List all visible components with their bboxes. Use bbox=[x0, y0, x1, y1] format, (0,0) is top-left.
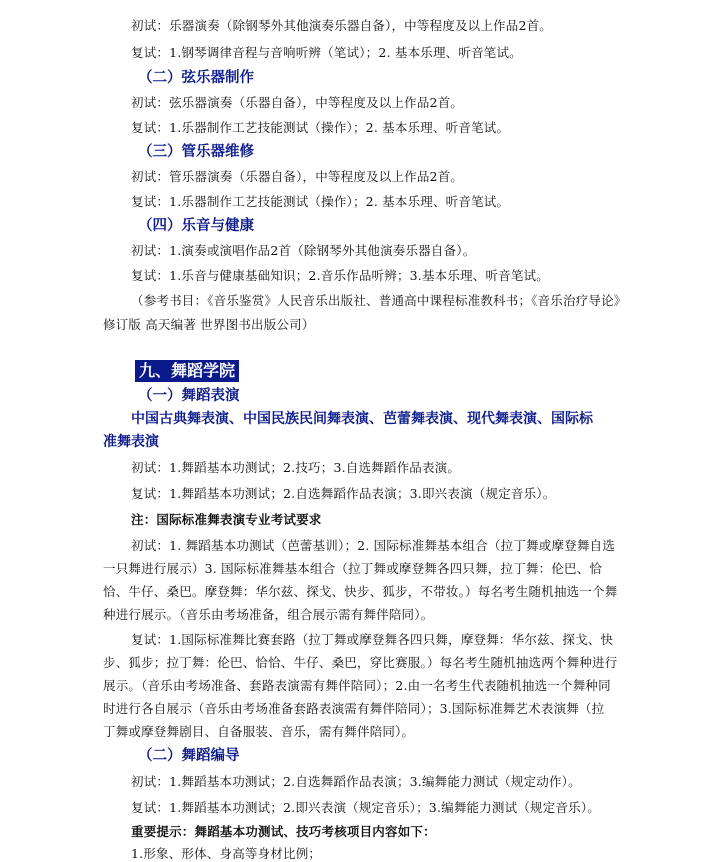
text-line: 一只舞进行展示）3. 国际标准舞基本组合（拉丁舞或摩登舞各四只舞，拉丁舞：伦巴、恰 bbox=[103, 561, 603, 576]
text-line: 时进行各自展示（音乐由考场准备套路表演需有舞伴陪同）；3.国际标准舞艺术表演舞（拉 bbox=[103, 701, 605, 716]
text-line: 复试：1.乐音与健康基础知识；2.音乐作品听辨；3.基本乐理、听音笔试。 bbox=[131, 268, 549, 283]
text-line: 复试：1.舞蹈基本功测试；2.自选舞蹈作品表演；3.即兴表演（规定音乐）。 bbox=[131, 486, 556, 501]
text-line: 初试：1.舞蹈基本功测试；2.自选舞蹈作品表演；3.编舞能力测试（规定动作）。 bbox=[131, 774, 581, 789]
text-line: 恰、牛仔、桑巴。摩登舞：华尔兹、探戈、快步、狐步，不带妆。）每名考生随机抽选一个舞 bbox=[103, 584, 618, 599]
text-line: 初试：1.演奏或演唱作品2首（除钢琴外其他演奏乐器自备）。 bbox=[131, 243, 476, 258]
text-line: 展示。（音乐由考场准备、套路表演需有舞伴陪同）；2.由一名考生代表随机抽选一个舞种同 bbox=[103, 678, 611, 693]
text-line: 初试：弦乐器演奏（乐器自备），中等程度及以上作品2首。 bbox=[131, 95, 464, 110]
text-line: 复试：1.钢琴调律音程与音响听辨（笔试）；2. 基本乐理、听音笔试。 bbox=[131, 45, 522, 60]
text-line: 种进行展示。（音乐由考场准备，组合展示需有舞伴陪同）。 bbox=[103, 607, 434, 622]
text-line: 初试：管乐器演奏（乐器自备），中等程度及以上作品2首。 bbox=[131, 169, 464, 184]
text-line: 复试：1.国际标准舞比赛套路（拉丁舞或摩登舞各四只舞，摩登舞：华尔兹、探戈、快 bbox=[131, 632, 614, 647]
note-heading: 注：国际标准舞表演专业考试要求 bbox=[131, 512, 322, 527]
subsection-heading: （三）管乐器维修 bbox=[138, 144, 254, 160]
subsection-heading: （二）舞蹈编导 bbox=[138, 748, 240, 764]
text-line: 1.形象、形体、身高等身材比例； bbox=[131, 846, 322, 861]
subsection-heading: （二）弦乐器制作 bbox=[138, 70, 254, 86]
text-line: 复试：1.乐器制作工艺技能测试（操作）；2. 基本乐理、听音笔试。 bbox=[131, 120, 510, 135]
subsection-heading: （四）乐音与健康 bbox=[138, 218, 254, 234]
majors-line: 中国古典舞表演、中国民族民间舞表演、芭蕾舞表演、现代舞表演、国际标 bbox=[131, 411, 593, 427]
important-note: 重要提示：舞蹈基本功测试、技巧考核项目内容如下： bbox=[131, 824, 436, 839]
subsection-heading: （一）舞蹈表演 bbox=[138, 388, 240, 404]
text-line: 步、狐步；拉丁舞：伦巴、恰恰、牛仔、桑巴，穿比赛服。）每名考生随机抽选两个舞种进行 bbox=[103, 655, 618, 670]
text-line: 丁舞或摩登舞剧目、自备服装、音乐，需有舞伴陪同）。 bbox=[103, 724, 415, 739]
section-heading: 九、舞蹈学院 bbox=[135, 360, 239, 382]
text-line: 复试：1.舞蹈基本功测试；2.即兴表演（规定音乐）；3.编舞能力测试（规定音乐）。 bbox=[131, 800, 600, 815]
text-line: （参考书目：《音乐鉴赏》人民音乐出版社、普通高中课程标准教科书；《音乐治疗导论》 bbox=[131, 293, 627, 308]
text-line: 复试：1.乐器制作工艺技能测试（操作）；2. 基本乐理、听音笔试。 bbox=[131, 194, 510, 209]
text-line: 初试：乐器演奏（除钢琴外其他演奏乐器自备），中等程度及以上作品2首。 bbox=[131, 18, 553, 33]
text-line: 初试：1.舞蹈基本功测试；2.技巧；3.自选舞蹈作品表演。 bbox=[131, 460, 461, 475]
text-line: 修订版 高天编著 世界图书出版公司） bbox=[103, 317, 315, 332]
majors-line: 准舞表演 bbox=[103, 434, 159, 450]
text-line: 初试：1. 舞蹈基本功测试（芭蕾基训）；2. 国际标准舞基本组合（拉丁舞或摩登舞自选 bbox=[131, 538, 615, 553]
